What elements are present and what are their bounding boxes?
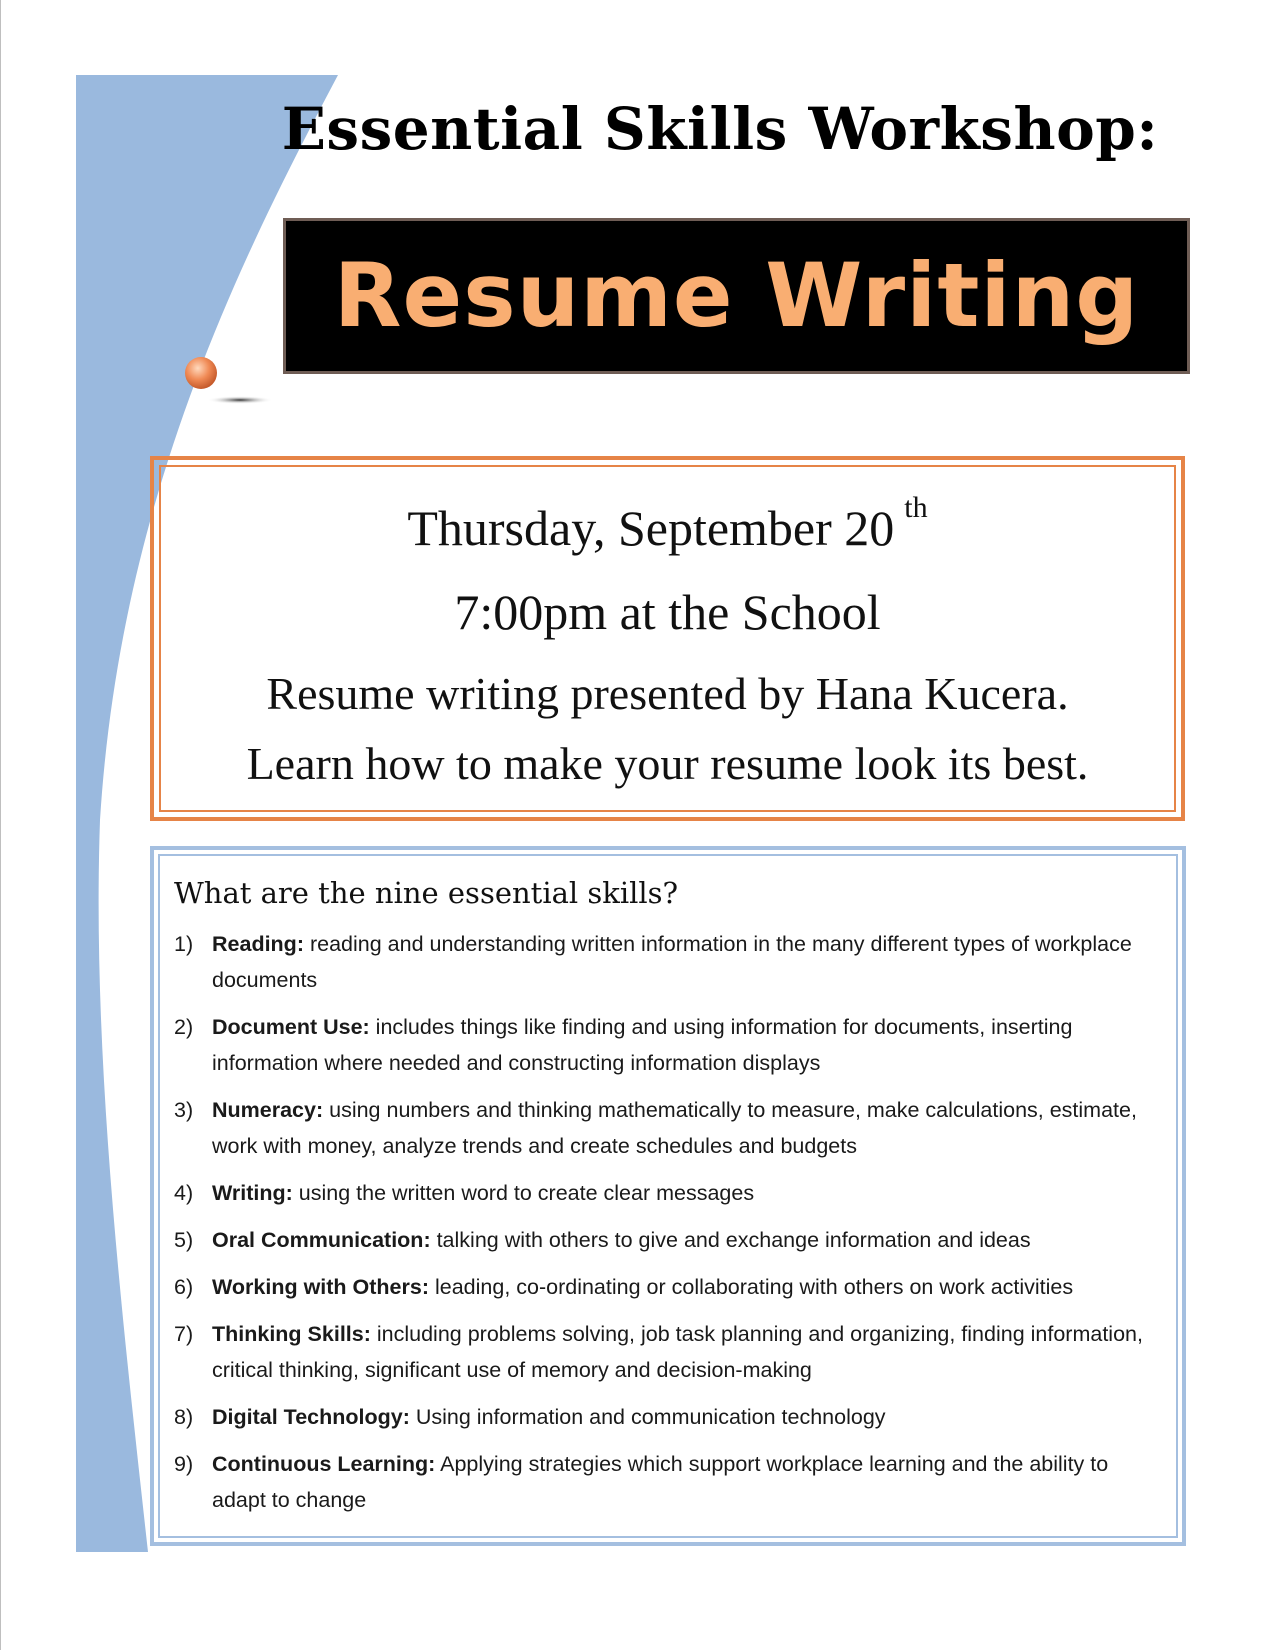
skill-number: 5): [174, 1228, 194, 1252]
skill-name: Oral Communication:: [212, 1228, 431, 1252]
title-banner: [283, 218, 1190, 374]
skill-name: Numeracy:: [212, 1098, 324, 1122]
skill-item: [174, 1399, 1154, 1435]
skills-box: [150, 846, 1186, 1546]
event-date: [161, 491, 1174, 557]
skill-number: 9): [174, 1452, 194, 1476]
skill-number: 7): [174, 1322, 194, 1346]
ball-shadow: [207, 396, 273, 404]
skill-item: [174, 1009, 1154, 1081]
skill-description: including problems solving, job task planning and organizing, finding information, critical thinking, significant use of memory and decision-making: [212, 1322, 1143, 1382]
skill-description: using the written word to create clear messages: [292, 1181, 755, 1205]
skill-description: Using information and communication technology: [409, 1405, 886, 1429]
skill-description: leading, co-ordinating or collaborating with others on work activities: [429, 1275, 1074, 1299]
event-details-box: [150, 456, 1185, 821]
skill-item: [174, 1175, 1154, 1211]
skills-list: [174, 926, 1154, 1529]
event-presenter: Resume writing presented by Hana Kucera.: [266, 668, 1069, 719]
skill-item: [174, 926, 1154, 998]
skill-number: 1): [174, 932, 194, 956]
skill-name: Digital Technology:: [212, 1405, 410, 1429]
event-time-place: 7:00pm at the School: [454, 584, 881, 640]
event-details-inner: [159, 465, 1176, 812]
skill-item: [174, 1092, 1154, 1164]
skill-description: reading and understanding written information in the many different types of workplace documents: [212, 932, 1132, 992]
skill-item: [174, 1446, 1154, 1518]
skill-item: [174, 1316, 1154, 1388]
event-tagline: Learn how to make your resume look its best.: [246, 738, 1089, 789]
skill-name: Thinking Skills:: [212, 1322, 371, 1346]
event-date-text: Thursday, September 20: [407, 500, 895, 556]
skills-inner: [158, 854, 1178, 1538]
event-date-suffix: th: [904, 491, 928, 524]
skill-name: Continuous Learning:: [212, 1452, 436, 1476]
skill-description: Applying strategies which support workplace learning and the ability to adapt to change: [212, 1452, 1109, 1512]
skill-description: using numbers and thinking mathematically to measure, make calculations, estimate, work with money, analyze trends and create schedules and budgets: [212, 1098, 1137, 1158]
orange-ball-icon: [185, 357, 217, 389]
skill-description: talking with others to give and exchange information and ideas: [430, 1228, 1031, 1252]
skill-item: [174, 1222, 1154, 1258]
skill-number: 8): [174, 1405, 194, 1429]
skill-name: Writing:: [212, 1181, 293, 1205]
skill-name: Reading:: [212, 932, 304, 956]
skill-number: 6): [174, 1275, 194, 1299]
skill-description: includes things like finding and using information for documents, inserting information where needed and constructing information displays: [212, 1015, 1073, 1075]
skill-name: Document Use:: [212, 1015, 370, 1039]
workshop-title: Essential Skills Workshop:: [281, 95, 1159, 163]
skills-heading: What are the nine essential skills?: [174, 876, 679, 910]
skill-item: [174, 1269, 1154, 1305]
skill-name: Working with Others:: [212, 1275, 429, 1299]
banner-title: Resume Writing: [333, 244, 1140, 347]
skill-number: 3): [174, 1098, 194, 1122]
skill-number: 4): [174, 1181, 194, 1205]
skill-number: 2): [174, 1015, 194, 1039]
